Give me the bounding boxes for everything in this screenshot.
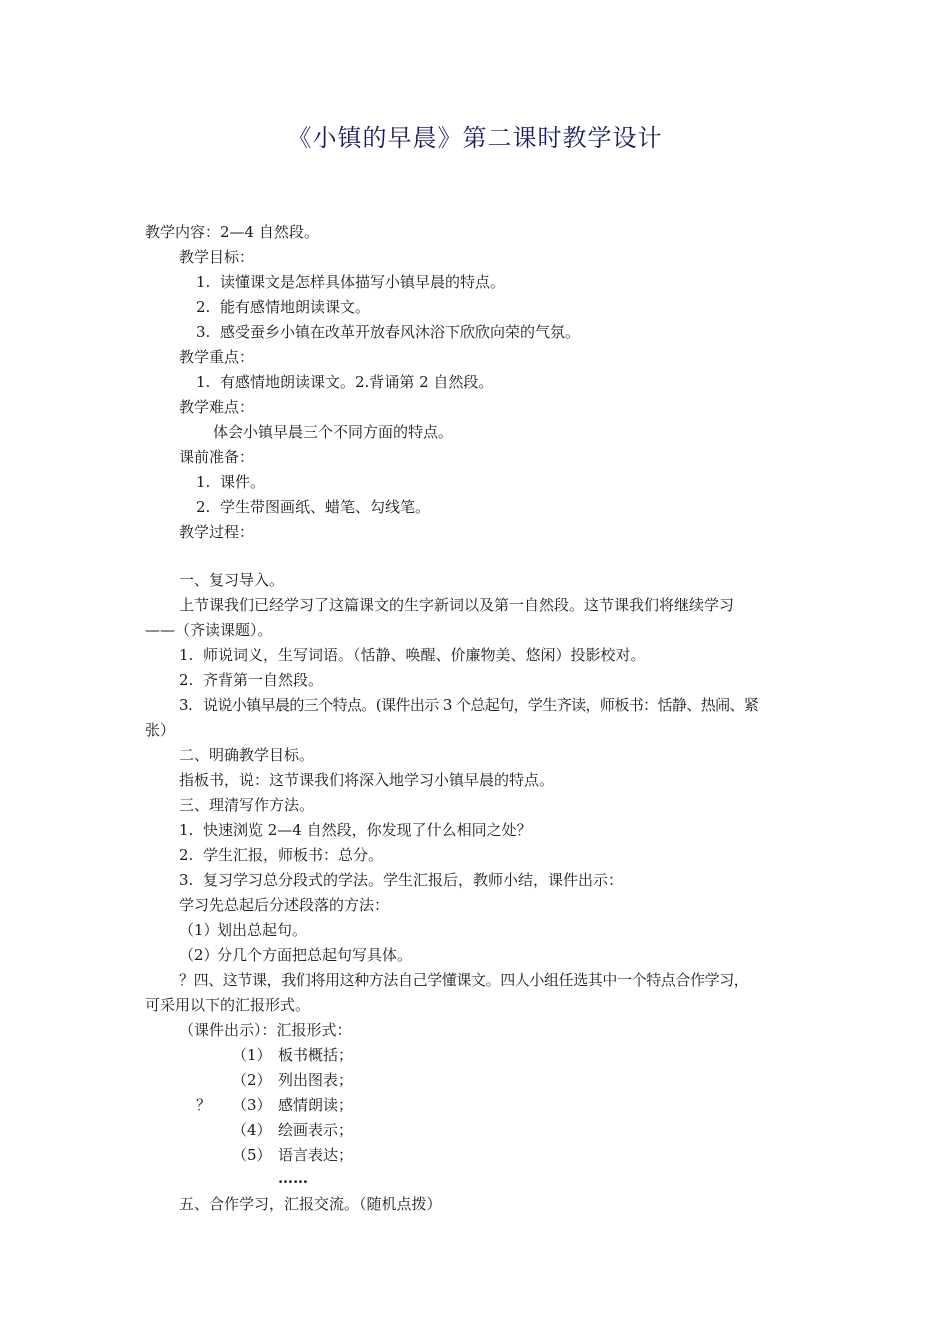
difficulty-text: 体会小镇早晨三个不同方面的特点。 — [213, 423, 454, 441]
report-form-text: 语言表达； — [278, 1146, 354, 1164]
section4-line1: ？四、这节课，我们将用这种方法自己学懂课文。四人小组任选其中一个特点合作学习， — [179, 971, 749, 989]
section3-item — [179, 818, 532, 842]
report-form-number: （1） — [232, 1046, 272, 1064]
section1-item — [179, 693, 758, 717]
section1-item-text: 师说词义，生写词语。（恬静、唤醒、价廉物美、悠闲）投影校对。 — [203, 646, 646, 664]
goal-number: 2. — [196, 298, 211, 316]
section3-method-item — [179, 943, 412, 967]
teaching-content-value: 2—4 自然段。 — [220, 223, 319, 241]
report-form-number: （3） — [232, 1096, 272, 1114]
section3-item — [179, 868, 623, 892]
section5-heading: 五、合作学习，汇报交流。（随机点拨） — [179, 1195, 442, 1213]
section3-method-number: （1） — [179, 921, 219, 939]
section1-item-text: 说说小镇早晨的三个特点。(课件出示 3 个总起句，学生齐读，师板书：恬静、热闹、紧 — [203, 696, 759, 714]
goal-item — [196, 320, 580, 344]
report-form-item — [232, 1143, 353, 1167]
goal-text: 读懂课文是怎样具体描写小镇早晨的特点。 — [220, 273, 506, 291]
report-form-ellipsis: …… — [278, 1169, 308, 1187]
report-form-number: （2） — [232, 1071, 272, 1089]
section1-paragraph-line1: 上节课我们已经学习了这篇课文的生字新词以及第一自然段。这节课我们将继续学习 — [179, 596, 735, 614]
section1-item-text: 齐背第一自然段。 — [203, 671, 324, 689]
document-title: 《小镇的早晨》第二课时教学设计 — [287, 124, 663, 152]
goal-item — [196, 295, 370, 319]
section3-item-text: 学生汇报，师板书：总分。 — [203, 846, 384, 864]
key-points-text: 有感情地朗读课文。2.背诵第 2 自然段。 — [220, 373, 494, 391]
preparation-text: 课件。 — [220, 473, 266, 491]
goal-number: 1. — [196, 273, 211, 291]
key-points-label: 教学重点： — [179, 348, 255, 366]
goal-item — [196, 270, 505, 294]
report-form-text: 感情朗读； — [278, 1096, 354, 1114]
difficulty-label: 教学难点： — [179, 398, 255, 416]
goal-number: 3. — [196, 323, 211, 341]
preparation-item — [196, 470, 265, 494]
report-form-item — [232, 1043, 353, 1067]
teaching-goals-label: 教学目标： — [179, 248, 255, 266]
goal-text: 感受蚕乡小镇在改革开放春风沐浴下欣欣向荣的气氛。 — [220, 323, 581, 341]
section1-item-number: 3. — [179, 696, 193, 714]
section3-item-number: 1. — [179, 821, 194, 839]
report-form-number: （4） — [232, 1121, 272, 1139]
section3-item-text: 复习学习总分段式的学法。学生汇报后，教师小结，课件出示： — [203, 871, 624, 889]
preparation-label: 课前准备： — [179, 448, 255, 466]
report-form-text: 列出图表； — [278, 1071, 354, 1089]
report-form-number: （5） — [232, 1146, 272, 1164]
section2-heading: 二、明确教学目标。 — [179, 746, 315, 764]
section4-line2: 可采用以下的汇报形式。 — [145, 996, 311, 1014]
section1-item-number: 1. — [179, 646, 194, 664]
section3-method-number: （2） — [179, 946, 219, 964]
section3-item-number: 2. — [179, 846, 194, 864]
section2-text: 指板书，说：这节课我们将深入地学习小镇早晨的特点。 — [179, 771, 555, 789]
section1-item-number: 2. — [179, 671, 194, 689]
report-form-text: 板书概括； — [278, 1046, 354, 1064]
section3-item — [179, 843, 383, 867]
goal-text: 能有感情地朗读课文。 — [220, 298, 371, 316]
report-form-text: 绘画表示； — [278, 1121, 354, 1139]
section3-heading: 三、理清写作方法。 — [179, 796, 315, 814]
teaching-content-label: 教学内容： — [145, 223, 221, 241]
section4-show-label: （课件出示）：汇报形式： — [179, 1021, 352, 1039]
section3-method-text: 分几个方面把总起句写具体。 — [217, 946, 413, 964]
section1-heading: 一、复习导入。 — [179, 571, 285, 589]
section3-item-text: 快速浏览 2—4 自然段，你发现了什么相同之处？ — [203, 821, 532, 839]
section1-paragraph-line2: ——（齐读课题）。 — [145, 621, 273, 639]
section3-item-number: 3. — [179, 871, 194, 889]
preparation-number: 1. — [196, 473, 211, 491]
section1-item3-continuation: 张） — [145, 721, 176, 739]
report-form-item — [232, 1093, 353, 1117]
report-form-item — [232, 1068, 353, 1092]
section3-method-label: 学习先总起后分述段落的方法： — [179, 896, 390, 914]
section1-item — [179, 668, 323, 692]
key-points-number: 1. — [196, 373, 211, 391]
process-label: 教学过程： — [179, 523, 255, 541]
report-form-item — [232, 1118, 353, 1142]
section3-method-item — [179, 918, 307, 942]
teaching-content-line — [145, 220, 319, 244]
stray-question-mark: ？ — [196, 1096, 212, 1114]
section3-method-text: 划出总起句。 — [217, 921, 308, 939]
preparation-number: 2. — [196, 498, 211, 516]
preparation-item — [196, 495, 430, 519]
preparation-text: 学生带图画纸、蜡笔、勾线笔。 — [220, 498, 431, 516]
section1-item — [179, 643, 646, 667]
key-points-item — [196, 370, 493, 394]
